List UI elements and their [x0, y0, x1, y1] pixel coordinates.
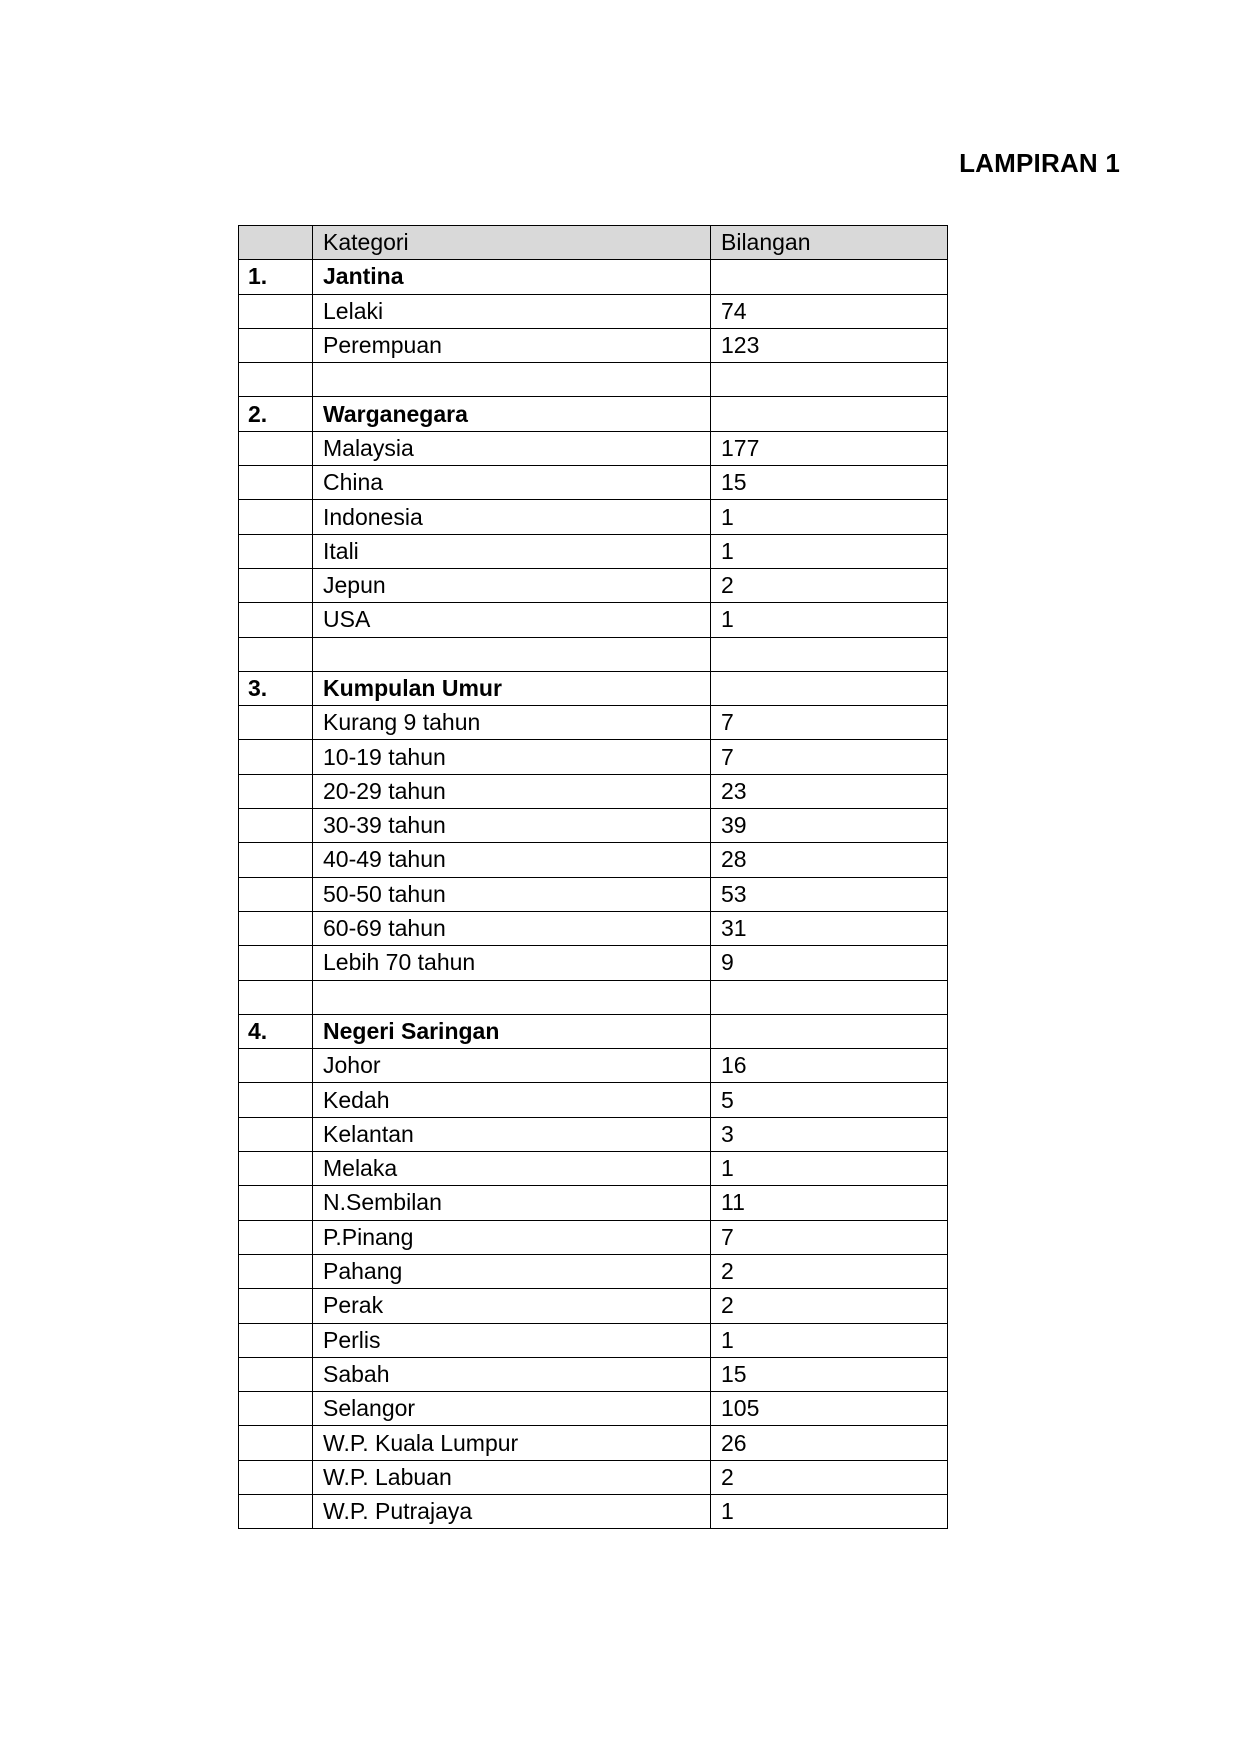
- empty-cell: [239, 1152, 313, 1186]
- row-value: 1: [711, 1323, 948, 1357]
- row-label: Melaka: [313, 1152, 711, 1186]
- row-label: Kelantan: [313, 1117, 711, 1151]
- row-value: 2: [711, 1460, 948, 1494]
- spacer-row: [239, 980, 948, 1014]
- section-number: 3.: [239, 671, 313, 705]
- table-row: [239, 328, 948, 362]
- table-row: [239, 1186, 948, 1220]
- empty-cell: [239, 431, 313, 465]
- empty-cell: [711, 1014, 948, 1048]
- row-value: 16: [711, 1049, 948, 1083]
- empty-cell: [239, 706, 313, 740]
- section-number: 4.: [239, 1014, 313, 1048]
- empty-cell: [711, 980, 948, 1014]
- row-value: 177: [711, 431, 948, 465]
- row-value: 23: [711, 774, 948, 808]
- table-row: [239, 1357, 948, 1391]
- row-value: 74: [711, 294, 948, 328]
- table-row: [239, 946, 948, 980]
- table-row: [239, 843, 948, 877]
- table-row: [239, 1460, 948, 1494]
- empty-cell: [711, 363, 948, 397]
- row-value: 11: [711, 1186, 948, 1220]
- data-table: [238, 225, 948, 1529]
- table-row: [239, 500, 948, 534]
- row-value: 2: [711, 1289, 948, 1323]
- row-value: 5: [711, 1083, 948, 1117]
- row-label: W.P. Kuala Lumpur: [313, 1426, 711, 1460]
- row-label: 50-50 tahun: [313, 877, 711, 911]
- table-row: [239, 1049, 948, 1083]
- table-row: [239, 1254, 948, 1288]
- row-label: W.P. Labuan: [313, 1460, 711, 1494]
- row-label: Perempuan: [313, 328, 711, 362]
- row-label: 20-29 tahun: [313, 774, 711, 808]
- table-row: [239, 294, 948, 328]
- table-row: [239, 1392, 948, 1426]
- table-row: [239, 911, 948, 945]
- section-header-row: [239, 397, 948, 431]
- table-row: [239, 466, 948, 500]
- row-label: 60-69 tahun: [313, 911, 711, 945]
- header-number: [239, 226, 313, 260]
- header-bilangan: Bilangan: [711, 226, 948, 260]
- table-row: [239, 774, 948, 808]
- table-row: [239, 1152, 948, 1186]
- table-row: [239, 809, 948, 843]
- empty-cell: [239, 1460, 313, 1494]
- empty-cell: [239, 1220, 313, 1254]
- empty-cell: [239, 809, 313, 843]
- empty-cell: [239, 877, 313, 911]
- table-row: [239, 1494, 948, 1528]
- table-row: [239, 1220, 948, 1254]
- row-value: 7: [711, 740, 948, 774]
- row-value: 2: [711, 1254, 948, 1288]
- table-row: [239, 534, 948, 568]
- empty-cell: [239, 637, 313, 671]
- row-value: 39: [711, 809, 948, 843]
- table-row: [239, 431, 948, 465]
- row-label: Perak: [313, 1289, 711, 1323]
- table-row: [239, 1323, 948, 1357]
- row-value: 26: [711, 1426, 948, 1460]
- row-label: Lebih 70 tahun: [313, 946, 711, 980]
- empty-cell: [239, 1186, 313, 1220]
- row-label: USA: [313, 603, 711, 637]
- row-label: W.P. Putrajaya: [313, 1494, 711, 1528]
- row-label: Selangor: [313, 1392, 711, 1426]
- row-label: China: [313, 466, 711, 500]
- table-body: [239, 260, 948, 1529]
- empty-cell: [239, 603, 313, 637]
- row-value: 15: [711, 466, 948, 500]
- row-label: Jepun: [313, 568, 711, 602]
- section-header-row: [239, 260, 948, 294]
- section-number: 2.: [239, 397, 313, 431]
- table-row: [239, 706, 948, 740]
- row-label: Kurang 9 tahun: [313, 706, 711, 740]
- section-title: Warganegara: [313, 397, 711, 431]
- row-label: Indonesia: [313, 500, 711, 534]
- empty-cell: [239, 1392, 313, 1426]
- empty-cell: [239, 534, 313, 568]
- empty-cell: [239, 1049, 313, 1083]
- row-label: 30-39 tahun: [313, 809, 711, 843]
- row-value: 53: [711, 877, 948, 911]
- empty-cell: [239, 911, 313, 945]
- row-value: 15: [711, 1357, 948, 1391]
- empty-cell: [313, 980, 711, 1014]
- empty-cell: [313, 363, 711, 397]
- empty-cell: [313, 637, 711, 671]
- row-label: 40-49 tahun: [313, 843, 711, 877]
- table-row: [239, 740, 948, 774]
- row-value: 1: [711, 500, 948, 534]
- row-value: 3: [711, 1117, 948, 1151]
- row-value: 7: [711, 1220, 948, 1254]
- empty-cell: [239, 843, 313, 877]
- row-value: 1: [711, 1152, 948, 1186]
- row-value: 2: [711, 568, 948, 602]
- section-title: Jantina: [313, 260, 711, 294]
- spacer-row: [239, 637, 948, 671]
- empty-cell: [239, 1117, 313, 1151]
- empty-cell: [239, 1289, 313, 1323]
- section-header-row: [239, 1014, 948, 1048]
- row-label: Johor: [313, 1049, 711, 1083]
- empty-cell: [239, 1083, 313, 1117]
- row-label: N.Sembilan: [313, 1186, 711, 1220]
- section-title: Kumpulan Umur: [313, 671, 711, 705]
- section-header-row: [239, 671, 948, 705]
- empty-cell: [711, 671, 948, 705]
- table-row: [239, 1289, 948, 1323]
- empty-cell: [239, 568, 313, 602]
- row-value: 9: [711, 946, 948, 980]
- row-label: Lelaki: [313, 294, 711, 328]
- empty-cell: [239, 980, 313, 1014]
- empty-cell: [239, 1357, 313, 1391]
- row-label: P.Pinang: [313, 1220, 711, 1254]
- spacer-row: [239, 363, 948, 397]
- row-value: 31: [711, 911, 948, 945]
- page-title: LAMPIRAN 1: [959, 148, 1120, 178]
- empty-cell: [239, 328, 313, 362]
- row-value: 7: [711, 706, 948, 740]
- table-row: [239, 1083, 948, 1117]
- row-value: 28: [711, 843, 948, 877]
- empty-cell: [239, 1494, 313, 1528]
- table-row: [239, 603, 948, 637]
- table-row: [239, 568, 948, 602]
- row-label: Perlis: [313, 1323, 711, 1357]
- row-label: Pahang: [313, 1254, 711, 1288]
- empty-cell: [239, 1323, 313, 1357]
- empty-cell: [711, 397, 948, 431]
- row-value: 123: [711, 328, 948, 362]
- section-number: 1.: [239, 260, 313, 294]
- row-value: 105: [711, 1392, 948, 1426]
- empty-cell: [239, 1254, 313, 1288]
- empty-cell: [711, 260, 948, 294]
- row-label: 10-19 tahun: [313, 740, 711, 774]
- header-kategori: Kategori: [313, 226, 711, 260]
- empty-cell: [239, 294, 313, 328]
- row-value: 1: [711, 603, 948, 637]
- empty-cell: [239, 946, 313, 980]
- table-row: [239, 1426, 948, 1460]
- empty-cell: [239, 363, 313, 397]
- row-label: Sabah: [313, 1357, 711, 1391]
- section-title: Negeri Saringan: [313, 1014, 711, 1048]
- row-label: Malaysia: [313, 431, 711, 465]
- empty-cell: [711, 637, 948, 671]
- row-label: Kedah: [313, 1083, 711, 1117]
- empty-cell: [239, 466, 313, 500]
- empty-cell: [239, 1426, 313, 1460]
- row-value: 1: [711, 534, 948, 568]
- empty-cell: [239, 774, 313, 808]
- table-row: [239, 1117, 948, 1151]
- empty-cell: [239, 500, 313, 534]
- row-label: Itali: [313, 534, 711, 568]
- row-value: 1: [711, 1494, 948, 1528]
- table-header-row: [239, 226, 948, 260]
- empty-cell: [239, 740, 313, 774]
- table-row: [239, 877, 948, 911]
